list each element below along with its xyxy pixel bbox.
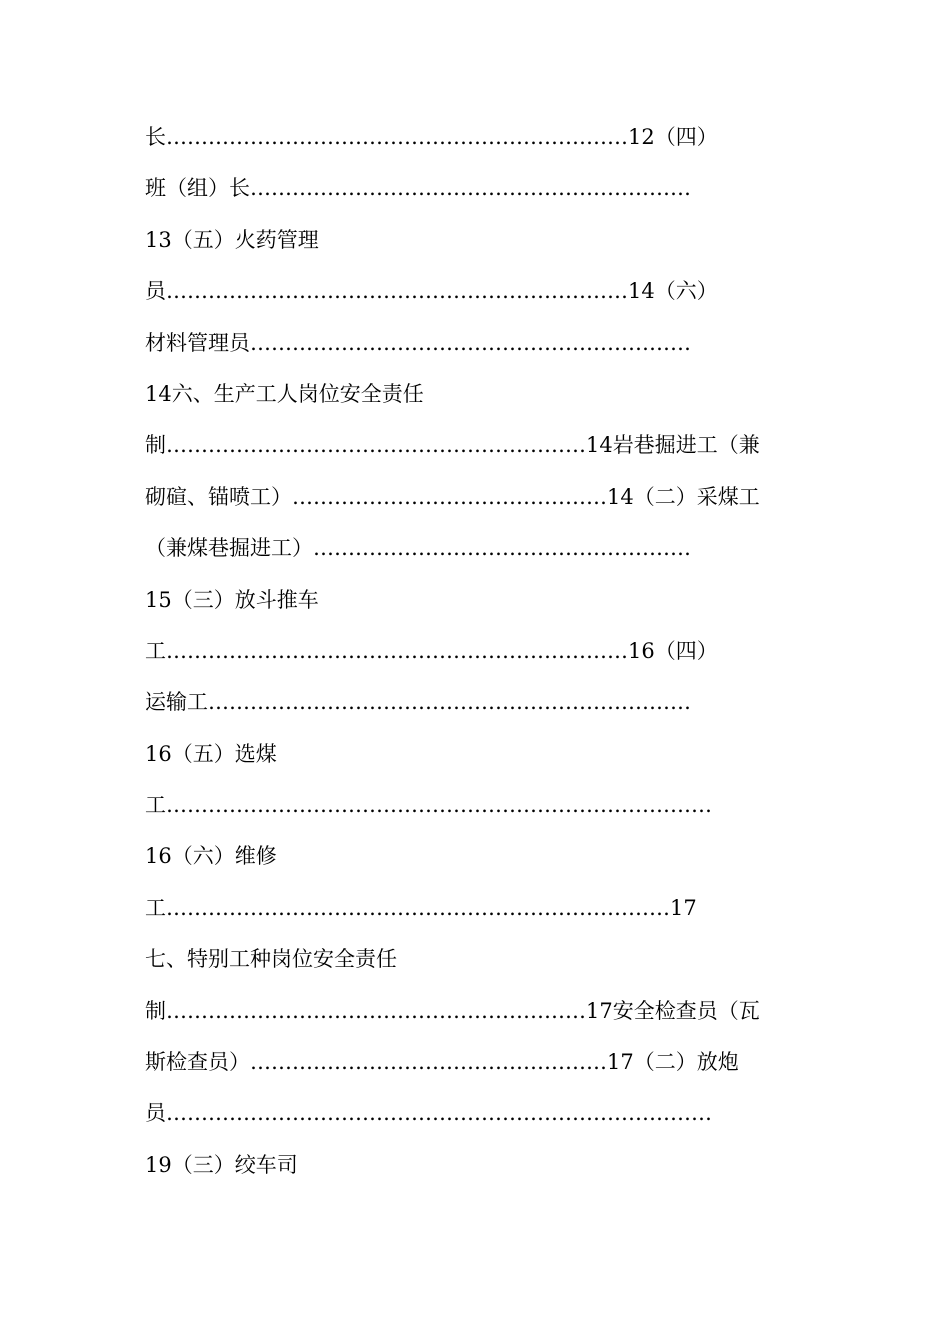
toc-line: 工……………………………………………………………………	[145, 793, 712, 818]
toc-line: 13（五）火药管理	[145, 227, 319, 252]
toc-line: 材料管理员………………………………………………………	[145, 330, 691, 355]
toc-line: 14六、生产工人岗位安全责任	[145, 381, 424, 406]
toc-line: 制……………………………………………………17安全检查员（瓦	[145, 998, 760, 1023]
toc-line: 运输工……………………………………………………………	[145, 690, 691, 715]
toc-line: 制……………………………………………………14岩巷掘进工（兼	[145, 433, 760, 458]
toc-lines	[145, 112, 805, 1191]
toc-line: 员…………………………………………………………14（六）	[145, 279, 718, 304]
toc-line: 工…………………………………………………………16（四）	[145, 638, 718, 663]
toc-line: 16（五）选煤	[145, 741, 277, 766]
toc-line: 长…………………………………………………………12（四）	[145, 125, 718, 149]
toc-line: 工………………………………………………………………17	[145, 895, 697, 920]
toc-line: 员……………………………………………………………………	[145, 1101, 712, 1126]
toc-line: 砌碹、锚喷工）………………………………………14（二）采煤工	[145, 484, 760, 509]
toc-line: 七、特别工种岗位安全责任	[145, 947, 397, 972]
toc-line: 15（三）放斗推车	[145, 587, 319, 612]
toc-line: 19（三）绞车司	[145, 1152, 298, 1177]
toc-line: 斯检查员）……………………………………………17（二）放炮	[145, 1050, 739, 1075]
toc-line: （兼煤巷掘进工）………………………………………………	[145, 536, 691, 561]
toc-line: 班（组）长………………………………………………………	[145, 176, 691, 201]
toc-line: 16（六）维修	[145, 844, 277, 869]
